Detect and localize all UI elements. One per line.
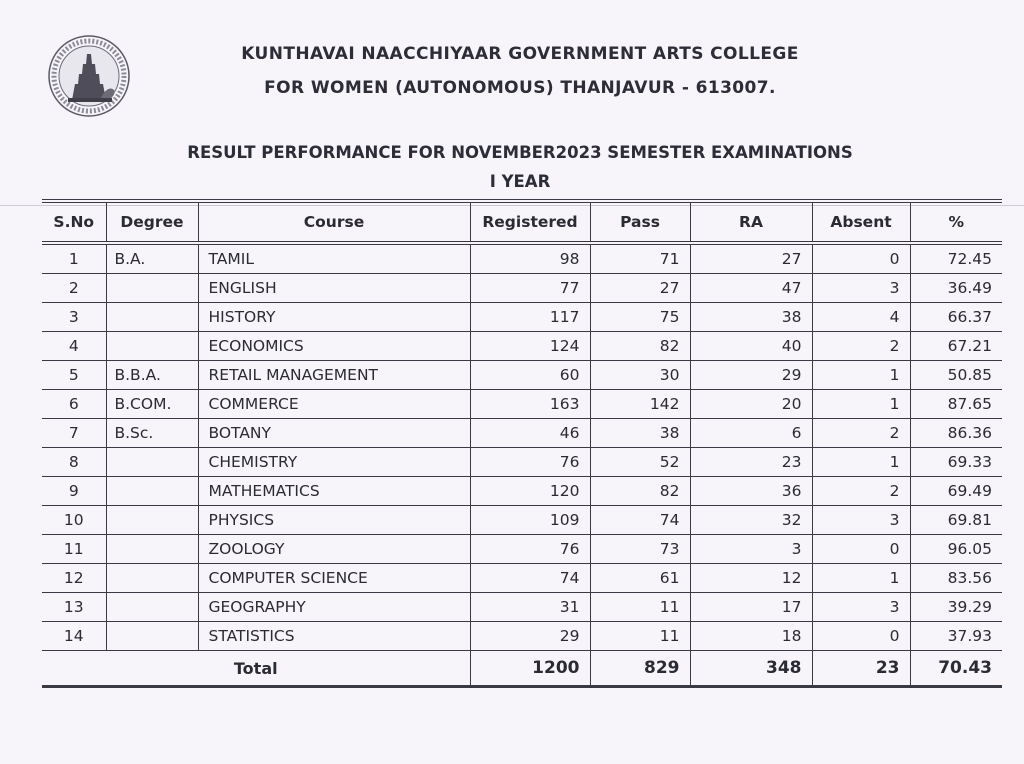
cell-course: ZOOLOGY [198, 535, 470, 564]
cell-course: RETAIL MANAGEMENT [198, 361, 470, 390]
cell-pass: 52 [590, 448, 690, 477]
cell-course: BOTANY [198, 419, 470, 448]
cell-absent: 3 [812, 593, 910, 622]
table-row [42, 361, 1002, 390]
cell-absent: 1 [812, 448, 910, 477]
cell-degree [106, 506, 198, 535]
total-registered: 1200 [470, 651, 590, 687]
cell-ra: 29 [690, 361, 812, 390]
cell-registered: 76 [470, 448, 590, 477]
cell-pass: 74 [590, 506, 690, 535]
cell-absent: 0 [812, 622, 910, 651]
cell-degree [106, 564, 198, 593]
col-header-absent: Absent [812, 201, 910, 243]
cell-pass: 11 [590, 622, 690, 651]
table-row [42, 274, 1002, 303]
cell-percent: 69.81 [910, 506, 1002, 535]
cell-percent: 50.85 [910, 361, 1002, 390]
table-row [42, 535, 1002, 564]
cell-pass: 82 [590, 332, 690, 361]
cell-course: MATHEMATICS [198, 477, 470, 506]
results-table [42, 199, 1002, 688]
cell-pass: 38 [590, 419, 690, 448]
report-title: RESULT PERFORMANCE FOR NOVEMBER2023 SEMESTER EXAMINATIONS [187, 143, 853, 162]
cell-percent: 36.49 [910, 274, 1002, 303]
cell-ra: 38 [690, 303, 812, 332]
cell-registered: 163 [470, 390, 590, 419]
cell-percent: 66.37 [910, 303, 1002, 332]
cell-registered: 77 [470, 274, 590, 303]
col-header-registered: Registered [470, 201, 590, 243]
table-row [42, 448, 1002, 477]
cell-percent: 87.65 [910, 390, 1002, 419]
cell-sno: 5 [42, 361, 106, 390]
col-header-sno: S.No [42, 201, 106, 243]
cell-degree [106, 303, 198, 332]
cell-sno: 13 [42, 593, 106, 622]
cell-sno: 8 [42, 448, 106, 477]
cell-course: ENGLISH [198, 274, 470, 303]
cell-pass: 73 [590, 535, 690, 564]
cell-registered: 46 [470, 419, 590, 448]
cell-sno: 14 [42, 622, 106, 651]
cell-degree [106, 477, 198, 506]
cell-ra: 40 [690, 332, 812, 361]
cell-degree: B.A. [106, 243, 198, 274]
cell-degree: B.Sc. [106, 419, 198, 448]
cell-absent: 2 [812, 419, 910, 448]
cell-course: PHYSICS [198, 506, 470, 535]
cell-pass: 27 [590, 274, 690, 303]
cell-ra: 47 [690, 274, 812, 303]
cell-absent: 2 [812, 332, 910, 361]
cell-sno: 7 [42, 419, 106, 448]
cell-sno: 6 [42, 390, 106, 419]
cell-pass: 71 [590, 243, 690, 274]
cell-pass: 82 [590, 477, 690, 506]
col-header-course: Course [198, 201, 470, 243]
cell-absent: 1 [812, 361, 910, 390]
cell-course: COMPUTER SCIENCE [198, 564, 470, 593]
cell-absent: 3 [812, 506, 910, 535]
total-absent: 23 [812, 651, 910, 687]
college-logo [42, 34, 136, 118]
cell-ra: 32 [690, 506, 812, 535]
cell-percent: 39.29 [910, 593, 1002, 622]
cell-percent: 83.56 [910, 564, 1002, 593]
cell-registered: 29 [470, 622, 590, 651]
cell-percent: 37.93 [910, 622, 1002, 651]
cell-degree: B.COM. [106, 390, 198, 419]
cell-percent: 96.05 [910, 535, 1002, 564]
cell-degree [106, 332, 198, 361]
cell-registered: 117 [470, 303, 590, 332]
cell-ra: 12 [690, 564, 812, 593]
cell-registered: 31 [470, 593, 590, 622]
cell-ra: 18 [690, 622, 812, 651]
cell-registered: 60 [470, 361, 590, 390]
cell-sno: 12 [42, 564, 106, 593]
table-row [42, 303, 1002, 332]
total-label: Total [42, 651, 470, 687]
cell-absent: 1 [812, 390, 910, 419]
cell-percent: 69.33 [910, 448, 1002, 477]
total-pass: 829 [590, 651, 690, 687]
cell-percent: 69.49 [910, 477, 1002, 506]
cell-registered: 98 [470, 243, 590, 274]
table-row [42, 477, 1002, 506]
cell-pass: 30 [590, 361, 690, 390]
total-percent: 70.43 [910, 651, 1002, 687]
cell-absent: 0 [812, 243, 910, 274]
cell-pass: 75 [590, 303, 690, 332]
cell-registered: 109 [470, 506, 590, 535]
table-row [42, 622, 1002, 651]
cell-course: ECONOMICS [198, 332, 470, 361]
cell-pass: 142 [590, 390, 690, 419]
college-name-line2: FOR WOMEN (AUTONOMOUS) THANJAVUR - 613007. [264, 78, 776, 98]
cell-sno: 4 [42, 332, 106, 361]
cell-sno: 2 [42, 274, 106, 303]
cell-sno: 10 [42, 506, 106, 535]
cell-percent: 86.36 [910, 419, 1002, 448]
col-header-ra: RA [690, 201, 812, 243]
cell-ra: 23 [690, 448, 812, 477]
cell-course: GEOGRAPHY [198, 593, 470, 622]
cell-absent: 3 [812, 274, 910, 303]
cell-sno: 11 [42, 535, 106, 564]
cell-pass: 61 [590, 564, 690, 593]
cell-degree [106, 274, 198, 303]
cell-degree [106, 448, 198, 477]
cell-absent: 4 [812, 303, 910, 332]
cell-absent: 1 [812, 564, 910, 593]
cell-ra: 20 [690, 390, 812, 419]
table-header-row [42, 201, 1002, 243]
table-row [42, 243, 1002, 274]
cell-course: TAMIL [198, 243, 470, 274]
cell-ra: 17 [690, 593, 812, 622]
cell-sno: 1 [42, 243, 106, 274]
table-row [42, 506, 1002, 535]
college-seal-icon [42, 34, 136, 118]
cell-registered: 120 [470, 477, 590, 506]
cell-ra: 36 [690, 477, 812, 506]
cell-ra: 3 [690, 535, 812, 564]
cell-absent: 2 [812, 477, 910, 506]
table-row [42, 419, 1002, 448]
table-row [42, 332, 1002, 361]
cell-course: STATISTICS [198, 622, 470, 651]
cell-absent: 0 [812, 535, 910, 564]
cell-degree [106, 622, 198, 651]
cell-sno: 9 [42, 477, 106, 506]
col-header-percent: % [910, 201, 1002, 243]
col-header-degree: Degree [106, 201, 198, 243]
table-row [42, 390, 1002, 419]
table-row [42, 593, 1002, 622]
cell-sno: 3 [42, 303, 106, 332]
cell-registered: 74 [470, 564, 590, 593]
total-row [42, 651, 1002, 687]
cell-course: COMMERCE [198, 390, 470, 419]
col-header-pass: Pass [590, 201, 690, 243]
year-label: I YEAR [489, 172, 551, 191]
cell-pass: 11 [590, 593, 690, 622]
cell-course: HISTORY [198, 303, 470, 332]
cell-ra: 27 [690, 243, 812, 274]
total-ra: 348 [690, 651, 812, 687]
cell-percent: 67.21 [910, 332, 1002, 361]
cell-degree [106, 535, 198, 564]
college-name-line1: KUNTHAVAI NAACCHIYAAR GOVERNMENT ARTS COLLEGE [241, 44, 799, 64]
cell-registered: 76 [470, 535, 590, 564]
cell-degree: B.B.A. [106, 361, 198, 390]
cell-degree [106, 593, 198, 622]
cell-ra: 6 [690, 419, 812, 448]
cell-percent: 72.45 [910, 243, 1002, 274]
table-row [42, 564, 1002, 593]
cell-course: CHEMISTRY [198, 448, 470, 477]
cell-registered: 124 [470, 332, 590, 361]
